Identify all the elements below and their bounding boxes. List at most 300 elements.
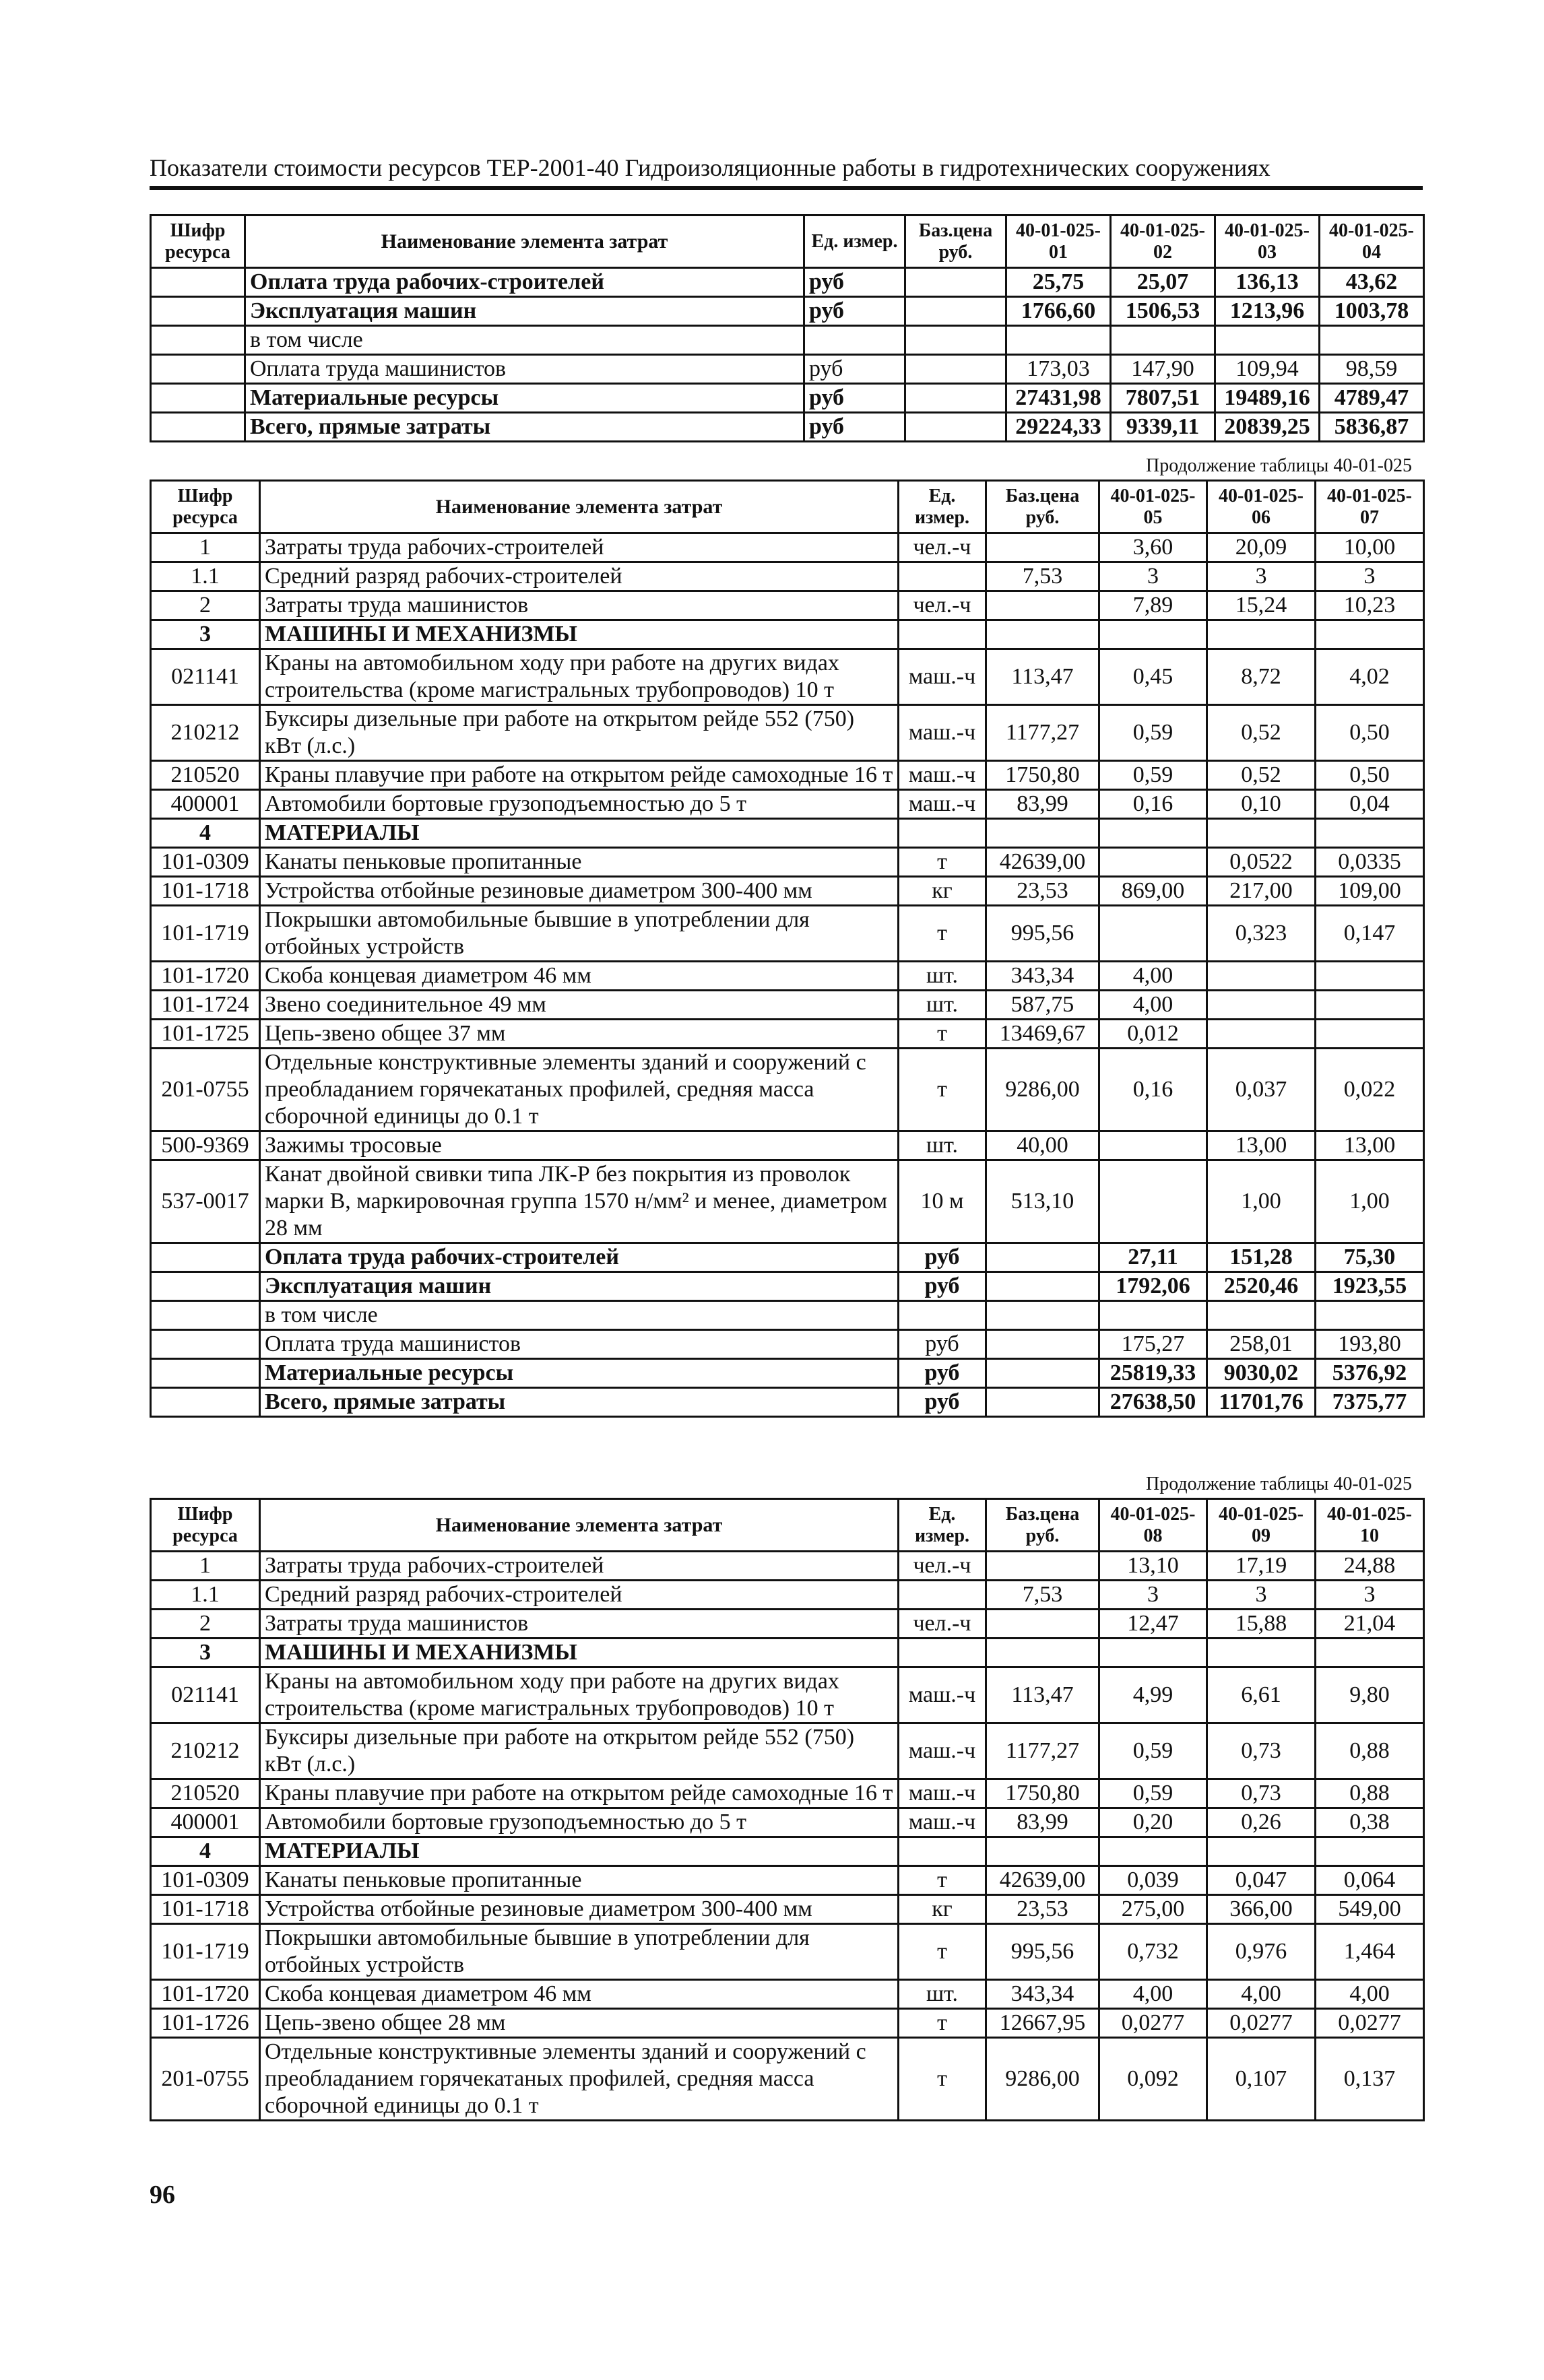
- header-unit: Ед. измер.: [804, 216, 905, 268]
- cell-value: 75,30: [1316, 1243, 1424, 1272]
- cell-value: 1792,06: [1099, 1272, 1207, 1301]
- cell-value: 0,50: [1316, 705, 1424, 761]
- cell-value: 3: [1316, 562, 1424, 591]
- table-row: [151, 1980, 1424, 2009]
- cell-code: 1.1: [151, 562, 260, 591]
- cell-code: 021141: [151, 649, 260, 705]
- table-row: [151, 1388, 1424, 1417]
- cell-value: [1316, 962, 1424, 991]
- cell-name: МАТЕРИАЛЫ: [260, 1837, 899, 1866]
- cell-price: 995,56: [986, 1924, 1099, 1980]
- cell-name: Звено соединительное 49 мм: [260, 991, 899, 1020]
- cell-value: [1316, 1639, 1424, 1667]
- cell-price: 9286,00: [986, 2038, 1099, 2121]
- cell-value: 0,0277: [1316, 2009, 1424, 2038]
- cell-value: 1506,53: [1111, 297, 1215, 326]
- cell-value: 4,00: [1207, 1980, 1316, 2009]
- table-row: [151, 649, 1424, 705]
- cell-unit: т: [899, 2009, 986, 2038]
- cell-price: [986, 620, 1099, 649]
- cell-price: 513,10: [986, 1160, 1099, 1243]
- cell-value: 25,07: [1111, 268, 1215, 297]
- cell-value: 0,45: [1099, 649, 1207, 705]
- cell-value: 13,10: [1099, 1552, 1207, 1581]
- table-row: [151, 1131, 1424, 1160]
- cell-price: [905, 355, 1006, 384]
- cell-value: 1,00: [1316, 1160, 1424, 1243]
- cell-name: Краны плавучие при работе на открытом рейде самоходные 16 т: [260, 761, 899, 790]
- cell-value: [1320, 326, 1424, 355]
- cell-value: 11701,76: [1207, 1388, 1316, 1417]
- cell-value: 3: [1099, 1581, 1207, 1610]
- cell-value: 0,137: [1316, 2038, 1424, 2121]
- cell-name: Оплата труда рабочих-строителей: [245, 268, 804, 297]
- table-row: [151, 1243, 1424, 1272]
- cell-value: [1207, 1639, 1316, 1667]
- cell-unit: руб: [899, 1330, 986, 1359]
- cell-value: 20,09: [1207, 533, 1316, 562]
- cell-code: 4: [151, 819, 260, 848]
- cell-name: Устройства отбойные резиновые диаметром 300-400 мм: [260, 1895, 899, 1924]
- cell-code: 1: [151, 1552, 260, 1581]
- cell-value: [1316, 991, 1424, 1020]
- cell-name: Оплата труда машинистов: [260, 1330, 899, 1359]
- cell-name: Краны на автомобильном ходу при работе на других видах строительства (кроме магистральных трубопроводов) 10 т: [260, 649, 899, 705]
- cell-code: 400001: [151, 790, 260, 819]
- cell-value: [1111, 326, 1215, 355]
- table-row: [151, 1837, 1424, 1866]
- cell-price: 12667,95: [986, 2009, 1099, 2038]
- cell-value: 0,50: [1316, 761, 1424, 790]
- cell-unit: маш.-ч: [899, 705, 986, 761]
- cell-unit: т: [899, 1866, 986, 1895]
- cell-unit: [899, 819, 986, 848]
- cell-name: Автомобили бортовые грузоподъемностью до 5 т: [260, 1808, 899, 1837]
- cell-unit: [899, 1639, 986, 1667]
- cell-price: 1750,80: [986, 761, 1099, 790]
- cell-name: Оплата труда рабочих-строителей: [260, 1243, 899, 1272]
- cell-name: МАШИНЫ И МЕХАНИЗМЫ: [260, 620, 899, 649]
- cell-unit: кг: [899, 1895, 986, 1924]
- table-row: [151, 1552, 1424, 1581]
- cell-value: 12,47: [1099, 1610, 1207, 1639]
- cell-code: [151, 268, 245, 297]
- cell-name: Устройства отбойные резиновые диаметром 300-400 мм: [260, 877, 899, 906]
- cell-value: [1316, 819, 1424, 848]
- cell-value: 43,62: [1320, 268, 1424, 297]
- cell-value: 0,976: [1207, 1924, 1316, 1980]
- cell-value: [1099, 1837, 1207, 1866]
- cell-name: Канаты пеньковые пропитанные: [260, 848, 899, 877]
- cell-name: Канаты пеньковые пропитанные: [260, 1866, 899, 1895]
- cell-value: 175,27: [1099, 1330, 1207, 1359]
- table-row: [151, 705, 1424, 761]
- cell-name: Цепь-звено общее 37 мм: [260, 1020, 899, 1049]
- cell-value: 0,047: [1207, 1866, 1316, 1895]
- cell-code: 021141: [151, 1667, 260, 1723]
- cell-unit: т: [899, 2038, 986, 2121]
- table-row: [151, 355, 1424, 384]
- cell-name: Средний разряд рабочих-строителей: [260, 1581, 899, 1610]
- cell-value: 2520,46: [1207, 1272, 1316, 1301]
- cell-unit: чел.-ч: [899, 591, 986, 620]
- cell-value: 0,107: [1207, 2038, 1316, 2121]
- cell-value: 21,04: [1316, 1610, 1424, 1639]
- cell-code: [151, 384, 245, 413]
- cell-price: 995,56: [986, 906, 1099, 962]
- table-row: [151, 2038, 1424, 2121]
- cell-name: Отдельные конструктивные элементы зданий и сооружений с преобладанием горячекатаных профилей, средняя масса сборочной единицы до 0.1 т: [260, 2038, 899, 2121]
- cell-value: 0,16: [1099, 1049, 1207, 1131]
- header-code: Шифр ресурса: [151, 1499, 260, 1552]
- cell-price: [986, 1837, 1099, 1866]
- cell-price: 343,34: [986, 962, 1099, 991]
- cell-value: [1207, 1301, 1316, 1330]
- cell-value: 0,20: [1099, 1808, 1207, 1837]
- cell-unit: маш.-ч: [899, 1723, 986, 1779]
- cell-value: 25,75: [1006, 268, 1111, 297]
- cell-unit: т: [899, 1020, 986, 1049]
- cell-code: [151, 326, 245, 355]
- cell-price: 1750,80: [986, 1779, 1099, 1808]
- cell-value: 109,00: [1316, 877, 1424, 906]
- cell-price: 83,99: [986, 790, 1099, 819]
- cell-value: 3: [1316, 1581, 1424, 1610]
- cell-price: [986, 1639, 1099, 1667]
- cell-code: 210520: [151, 1779, 260, 1808]
- cost-table-025-05-07: [150, 480, 1425, 1418]
- cell-value: 0,064: [1316, 1866, 1424, 1895]
- header-unit: Ед. измер.: [899, 481, 986, 533]
- cell-price: [986, 1243, 1099, 1272]
- cell-value: 0,59: [1099, 705, 1207, 761]
- cell-price: [986, 1272, 1099, 1301]
- cell-value: 1,00: [1207, 1160, 1316, 1243]
- header-col1: 40-01-025-08: [1099, 1499, 1207, 1552]
- cell-code: [151, 413, 245, 442]
- cell-name: Цепь-звено общее 28 мм: [260, 2009, 899, 2038]
- cell-value: 869,00: [1099, 877, 1207, 906]
- cell-name: Затраты труда машинистов: [260, 1610, 899, 1639]
- cell-value: 0,26: [1207, 1808, 1316, 1837]
- cell-name: в том числе: [260, 1301, 899, 1330]
- cell-name: Всего, прямые затраты: [260, 1388, 899, 1417]
- cell-value: 0,022: [1316, 1049, 1424, 1131]
- cell-unit: [804, 326, 905, 355]
- table-row: [151, 906, 1424, 962]
- cell-code: 201-0755: [151, 2038, 260, 2121]
- cell-value: [1099, 1301, 1207, 1330]
- cell-price: 1177,27: [986, 705, 1099, 761]
- table-row: [151, 991, 1424, 1020]
- cell-name: Скоба концевая диаметром 46 мм: [260, 962, 899, 991]
- cell-name: Буксиры дизельные при работе на открытом рейде 552 (750) кВт (л.с.): [260, 705, 899, 761]
- cell-unit: [899, 1837, 986, 1866]
- table-row: [151, 2009, 1424, 2038]
- header-col3: 40-01-025-10: [1316, 1499, 1424, 1552]
- header-col2: 40-01-025-09: [1207, 1499, 1316, 1552]
- cell-unit: т: [899, 848, 986, 877]
- cell-value: [1316, 620, 1424, 649]
- cell-value: 0,0522: [1207, 848, 1316, 877]
- cell-value: 1213,96: [1215, 297, 1320, 326]
- table-row: [151, 1301, 1424, 1330]
- header-col2: 40-01-025-02: [1111, 216, 1215, 268]
- header-unit: Ед. измер.: [899, 1499, 986, 1552]
- cell-name: МАТЕРИАЛЫ: [260, 819, 899, 848]
- cell-value: 1923,55: [1316, 1272, 1424, 1301]
- cell-value: 173,03: [1006, 355, 1111, 384]
- cell-price: [986, 1610, 1099, 1639]
- cell-value: [1207, 1020, 1316, 1049]
- cell-price: 23,53: [986, 877, 1099, 906]
- cell-value: 9030,02: [1207, 1359, 1316, 1388]
- cell-name: Средний разряд рабочих-строителей: [260, 562, 899, 591]
- header-col3: 40-01-025-03: [1215, 216, 1320, 268]
- cell-code: 101-1724: [151, 991, 260, 1020]
- cell-unit: маш.-ч: [899, 790, 986, 819]
- cell-name: Материальные ресурсы: [245, 384, 804, 413]
- table-row: [151, 877, 1424, 906]
- table-row: [151, 1667, 1424, 1723]
- cell-code: 101-1720: [151, 1980, 260, 2009]
- cell-value: 151,28: [1207, 1243, 1316, 1272]
- cell-price: 587,75: [986, 991, 1099, 1020]
- table-row: [151, 1723, 1424, 1779]
- cell-value: 7375,77: [1316, 1388, 1424, 1417]
- cell-code: [151, 1301, 260, 1330]
- cell-value: 0,0335: [1316, 848, 1424, 877]
- cost-table-025-08-10: [150, 1498, 1425, 2121]
- table-row: [151, 1359, 1424, 1388]
- cell-value: 217,00: [1207, 877, 1316, 906]
- cell-price: 83,99: [986, 1808, 1099, 1837]
- cell-value: 0,16: [1099, 790, 1207, 819]
- cell-code: [151, 1388, 260, 1417]
- cell-name: Покрышки автомобильные бывшие в употреблении для отбойных устройств: [260, 906, 899, 962]
- cell-value: [1316, 1020, 1424, 1049]
- table-row: [151, 562, 1424, 591]
- cell-name: МАШИНЫ И МЕХАНИЗМЫ: [260, 1639, 899, 1667]
- cell-value: 0,0277: [1207, 2009, 1316, 2038]
- cell-value: 136,13: [1215, 268, 1320, 297]
- cell-value: 0,147: [1316, 906, 1424, 962]
- cell-price: [905, 297, 1006, 326]
- cell-value: [1207, 991, 1316, 1020]
- cell-unit: [899, 1581, 986, 1610]
- cell-value: 27638,50: [1099, 1388, 1207, 1417]
- cell-price: [986, 1552, 1099, 1581]
- cell-price: [986, 1301, 1099, 1330]
- cell-value: 15,88: [1207, 1610, 1316, 1639]
- cell-unit: 10 м: [899, 1160, 986, 1243]
- header-price: Баз.цена руб.: [905, 216, 1006, 268]
- cell-price: 42639,00: [986, 1866, 1099, 1895]
- cell-value: [1006, 326, 1111, 355]
- cell-value: 19489,16: [1215, 384, 1320, 413]
- cell-price: 7,53: [986, 1581, 1099, 1610]
- cell-value: 9,80: [1316, 1667, 1424, 1723]
- cell-value: 10,00: [1316, 533, 1424, 562]
- table-row: [151, 1866, 1424, 1895]
- table-row: [151, 413, 1424, 442]
- cell-price: [905, 268, 1006, 297]
- cell-value: 8,72: [1207, 649, 1316, 705]
- cell-value: 0,38: [1316, 1808, 1424, 1837]
- cell-unit: [899, 562, 986, 591]
- cell-value: 4,02: [1316, 649, 1424, 705]
- cell-value: 24,88: [1316, 1552, 1424, 1581]
- cell-value: [1099, 1639, 1207, 1667]
- cell-code: [151, 1330, 260, 1359]
- cell-unit: шт.: [899, 1980, 986, 2009]
- cell-value: 0,0277: [1099, 2009, 1207, 2038]
- cell-unit: руб: [804, 413, 905, 442]
- cell-name: Всего, прямые затраты: [245, 413, 804, 442]
- cell-price: [986, 1388, 1099, 1417]
- cell-value: 0,59: [1099, 1779, 1207, 1808]
- cell-price: [986, 533, 1099, 562]
- cell-unit: маш.-ч: [899, 1779, 986, 1808]
- cell-code: [151, 1272, 260, 1301]
- table-row: [151, 1895, 1424, 1924]
- cell-value: 3,60: [1099, 533, 1207, 562]
- cell-value: [1099, 848, 1207, 877]
- cell-name: Автомобили бортовые грузоподъемностью до 5 т: [260, 790, 899, 819]
- header-name: Наименование элемента затрат: [260, 481, 899, 533]
- cell-value: 0,732: [1099, 1924, 1207, 1980]
- cell-unit: руб: [804, 297, 905, 326]
- cell-code: [151, 297, 245, 326]
- table-row: [151, 819, 1424, 848]
- cell-value: 0,039: [1099, 1866, 1207, 1895]
- cell-value: 29224,33: [1006, 413, 1111, 442]
- cell-name: в том числе: [245, 326, 804, 355]
- continuation-label: Продолжение таблицы 40-01-025: [1145, 1474, 1412, 1494]
- cell-unit: руб: [899, 1359, 986, 1388]
- cell-value: 4,00: [1099, 1980, 1207, 2009]
- cell-code: 2: [151, 1610, 260, 1639]
- cell-value: [1099, 620, 1207, 649]
- cell-unit: маш.-ч: [899, 649, 986, 705]
- cell-value: 4,99: [1099, 1667, 1207, 1723]
- continuation-label: Продолжение таблицы 40-01-025: [1145, 455, 1412, 476]
- cell-value: 25819,33: [1099, 1359, 1207, 1388]
- cell-value: 193,80: [1316, 1330, 1424, 1359]
- cell-value: 0,10: [1207, 790, 1316, 819]
- cell-unit: руб: [899, 1243, 986, 1272]
- table-row: [151, 790, 1424, 819]
- cell-value: 98,59: [1320, 355, 1424, 384]
- cell-value: [1207, 1837, 1316, 1866]
- cell-value: 0,012: [1099, 1020, 1207, 1049]
- cell-value: 549,00: [1316, 1895, 1424, 1924]
- cell-value: 0,52: [1207, 761, 1316, 790]
- cell-name: Материальные ресурсы: [260, 1359, 899, 1388]
- cell-unit: руб: [899, 1388, 986, 1417]
- cell-value: 4789,47: [1320, 384, 1424, 413]
- cell-value: 0,59: [1099, 1723, 1207, 1779]
- cell-value: 4,00: [1099, 962, 1207, 991]
- cell-unit: шт.: [899, 991, 986, 1020]
- cost-table-025-01-04: [150, 214, 1425, 442]
- table-row: [151, 533, 1424, 562]
- cell-price: 113,47: [986, 1667, 1099, 1723]
- table-row: [151, 384, 1424, 413]
- table-row: [151, 1924, 1424, 1980]
- cell-value: 366,00: [1207, 1895, 1316, 1924]
- cell-unit: чел.-ч: [899, 1552, 986, 1581]
- cell-code: 101-1718: [151, 877, 260, 906]
- cell-value: [1207, 620, 1316, 649]
- page-header: Показатели стоимости ресурсов ТЕР-2001-40 Гидроизоляционные работы в гидротехнических сооружениях: [150, 154, 1423, 190]
- cell-unit: руб: [899, 1272, 986, 1301]
- cell-name: Краны плавучие при работе на открытом рейде самоходные 16 т: [260, 1779, 899, 1808]
- cell-name: Буксиры дизельные при работе на открытом рейде 552 (750) кВт (л.с.): [260, 1723, 899, 1779]
- table-row: [151, 1272, 1424, 1301]
- cell-price: 1177,27: [986, 1723, 1099, 1779]
- cell-unit: руб: [804, 268, 905, 297]
- cell-name: Эксплуатация машин: [245, 297, 804, 326]
- cell-value: [1207, 819, 1316, 848]
- cell-unit: руб: [804, 384, 905, 413]
- cell-code: [151, 355, 245, 384]
- cell-value: 258,01: [1207, 1330, 1316, 1359]
- header-price: Баз.цена руб.: [986, 481, 1099, 533]
- cell-code: 101-1726: [151, 2009, 260, 2038]
- cell-price: 40,00: [986, 1131, 1099, 1160]
- cell-value: 15,24: [1207, 591, 1316, 620]
- table-row: [151, 1779, 1424, 1808]
- cell-name: Канат двойной свивки типа ЛК-Р без покрытия из проволок марки В, маркировочная группа 1570 н/мм² и менее, диаметром 28 мм: [260, 1160, 899, 1243]
- cell-code: 101-1719: [151, 1924, 260, 1980]
- cell-price: 23,53: [986, 1895, 1099, 1924]
- cell-value: 109,94: [1215, 355, 1320, 384]
- cell-price: 13469,67: [986, 1020, 1099, 1049]
- cell-value: 5836,87: [1320, 413, 1424, 442]
- cell-value: 275,00: [1099, 1895, 1207, 1924]
- cell-unit: [899, 1301, 986, 1330]
- cell-value: [1316, 1301, 1424, 1330]
- cell-value: 10,23: [1316, 591, 1424, 620]
- table-row: [151, 1581, 1424, 1610]
- cell-code: 101-0309: [151, 1866, 260, 1895]
- cell-unit: шт.: [899, 962, 986, 991]
- cell-value: 7,89: [1099, 591, 1207, 620]
- table-row: [151, 268, 1424, 297]
- cell-code: 210520: [151, 761, 260, 790]
- cell-unit: руб: [804, 355, 905, 384]
- cell-name: Краны на автомобильном ходу при работе на других видах строительства (кроме магистральных трубопроводов) 10 т: [260, 1667, 899, 1723]
- cell-code: 4: [151, 1837, 260, 1866]
- cell-code: 1.1: [151, 1581, 260, 1610]
- cell-name: Затраты труда рабочих-строителей: [260, 1552, 899, 1581]
- cell-unit: маш.-ч: [899, 761, 986, 790]
- cell-value: 1,464: [1316, 1924, 1424, 1980]
- cell-unit: маш.-ч: [899, 1808, 986, 1837]
- cell-value: [1099, 1131, 1207, 1160]
- cell-code: 3: [151, 1639, 260, 1667]
- cell-value: [1215, 326, 1320, 355]
- table-row: [151, 962, 1424, 991]
- cell-unit: шт.: [899, 1131, 986, 1160]
- cell-value: 0,59: [1099, 761, 1207, 790]
- cell-value: 17,19: [1207, 1552, 1316, 1581]
- cell-name: Оплата труда машинистов: [245, 355, 804, 384]
- cell-value: 0,04: [1316, 790, 1424, 819]
- cell-value: 1003,78: [1320, 297, 1424, 326]
- cell-price: [986, 1330, 1099, 1359]
